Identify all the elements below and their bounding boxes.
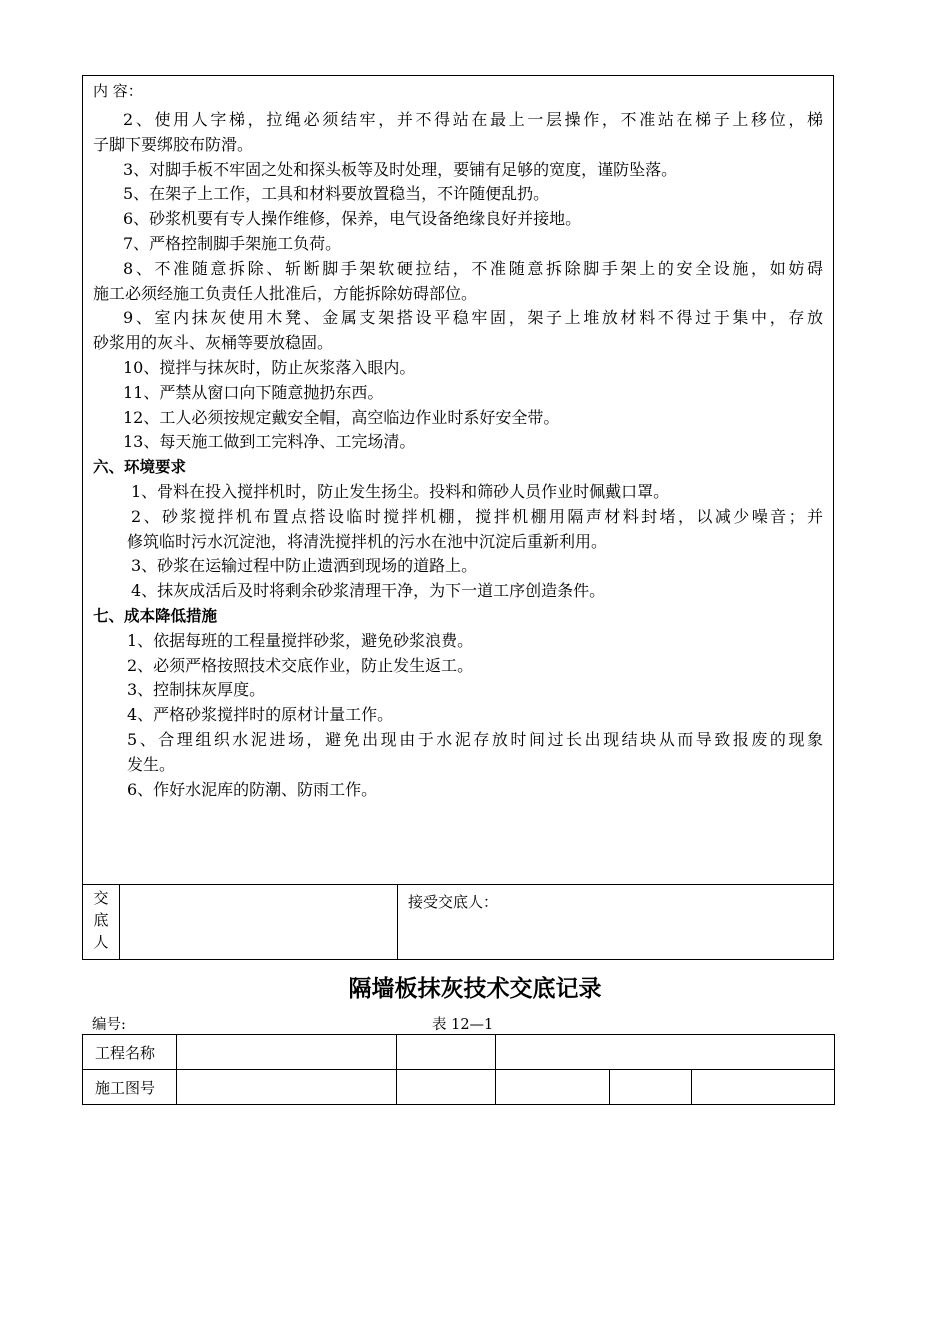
- table-cell[interactable]: [496, 1035, 835, 1070]
- list-item: 5、在架子上工作，工具和材料要放置稳当，不许随便乱扔。: [123, 184, 550, 204]
- project-name-label: 工程名称: [83, 1035, 177, 1070]
- env-list: [93, 480, 823, 604]
- table-cell[interactable]: [397, 1035, 496, 1070]
- list-item-continuation: 子脚下要绑胶布防滑。: [93, 134, 254, 154]
- list-item: 4、抹灰成活后及时将剩余砂浆清理干净，为下一道工序创造条件。: [131, 581, 606, 601]
- table-cell[interactable]: [496, 1070, 610, 1105]
- form-code: 表 12—1: [432, 1017, 494, 1033]
- list-item-continuation: 发生。: [127, 754, 176, 774]
- table-cell[interactable]: [610, 1070, 692, 1105]
- list-item: 2、必须严格按照技术交底作业，防止发生返工。: [127, 655, 474, 675]
- list-item: 6、作好水泥库的防潮、防雨工作。: [127, 779, 378, 799]
- signature-row: [82, 884, 834, 960]
- list-item: 6、砂浆机要有专人操作维修，保养，电气设备绝缘良好并接地。: [123, 209, 582, 229]
- list-item: 12、工人必须按规定戴安全帽，高空临边作业时系好安全带。: [123, 407, 560, 427]
- table-row: [83, 1035, 835, 1070]
- list-item: 13、每天施工做到工完料净、工完场清。: [123, 432, 416, 452]
- giver-char: 底: [93, 911, 109, 929]
- list-item: 4、严格砂浆搅拌时的原材计量工作。: [127, 705, 394, 725]
- list-item: 7、严格控制脚手架施工负荷。: [123, 233, 342, 253]
- table-cell[interactable]: [397, 1070, 496, 1105]
- info-table: [82, 1034, 835, 1105]
- list-item: 1、依据每班的工程量搅拌砂浆，避免砂浆浪费。: [127, 630, 474, 650]
- receiver-label: 接受交底人：: [408, 893, 499, 911]
- list-item: 8、不准随意拆除、斩断脚手架软硬拉结，不准随意拆除脚手架上的安全设施，如妨碍: [123, 258, 823, 278]
- list-item: 10、搅拌与抹灰时，防止灰浆落入眼内。: [123, 357, 416, 377]
- list-item-continuation: 施工必须经施工负责任人批准后，方能拆除妨碍部位。: [93, 283, 478, 303]
- list-item: 11、严禁从窗口向下随意抛扔东西。: [123, 382, 384, 402]
- list-item: 2、使用人字梯，拉绳必须结牢，并不得站在最上一层操作，不准站在梯子上移位，梯: [123, 110, 823, 129]
- list-item: 2、砂浆搅拌机布置点搭设临时搅拌机棚，搅拌机棚用隔声材料封堵，以减少噪音；并: [131, 506, 823, 526]
- list-item: 3、砂浆在运输过程中防止遗洒到现场的道路上。: [131, 556, 478, 576]
- document-title: 隔墙板抹灰技术交底记录: [348, 976, 602, 1002]
- drawing-number-value[interactable]: [177, 1070, 397, 1105]
- table-row: [83, 1070, 835, 1105]
- giver-char: 交: [93, 889, 109, 907]
- drawing-number-label: 施工图号: [83, 1070, 177, 1105]
- list-item: 3、对脚手板不牢固之处和探头板等及时处理，要铺有足够的宽度，谨防坠落。: [123, 159, 678, 179]
- project-name-value[interactable]: [177, 1035, 397, 1070]
- content-label: 内 容：: [93, 82, 143, 100]
- content-box: [82, 75, 834, 885]
- giver-label: [83, 885, 120, 959]
- giver-char: 人: [93, 933, 109, 951]
- list-item: 3、控制抹灰厚度。: [127, 680, 266, 700]
- env-heading: 六、环境要求: [93, 458, 187, 477]
- list-item-continuation: 砂浆用的灰斗、灰桶等要放稳固。: [93, 333, 334, 353]
- safety-list: [93, 108, 823, 455]
- list-item-continuation: 修筑临时污水沉淀池，将清洗搅拌机的污水在池中沉淀后重新利用。: [127, 531, 608, 551]
- cost-list: [93, 629, 823, 803]
- cost-heading: 七、成本降低措施: [93, 606, 218, 625]
- list-item: 5、合理组织水泥进场，避免出现由于水泥存放时间过长出现结块从而导致报废的现象: [127, 729, 823, 749]
- list-item: 9、室内抹灰使用木凳、金属支架搭设平稳牢固，架子上堆放材料不得过于集中，存放: [123, 308, 823, 328]
- giver-signature-field[interactable]: [120, 885, 398, 959]
- number-label: 编号:: [92, 1017, 126, 1033]
- list-item: 1、骨料在投入搅拌机时，防止发生扬尘。投料和筛砂人员作业时佩戴口罩。: [131, 481, 670, 501]
- table-cell[interactable]: [692, 1070, 835, 1105]
